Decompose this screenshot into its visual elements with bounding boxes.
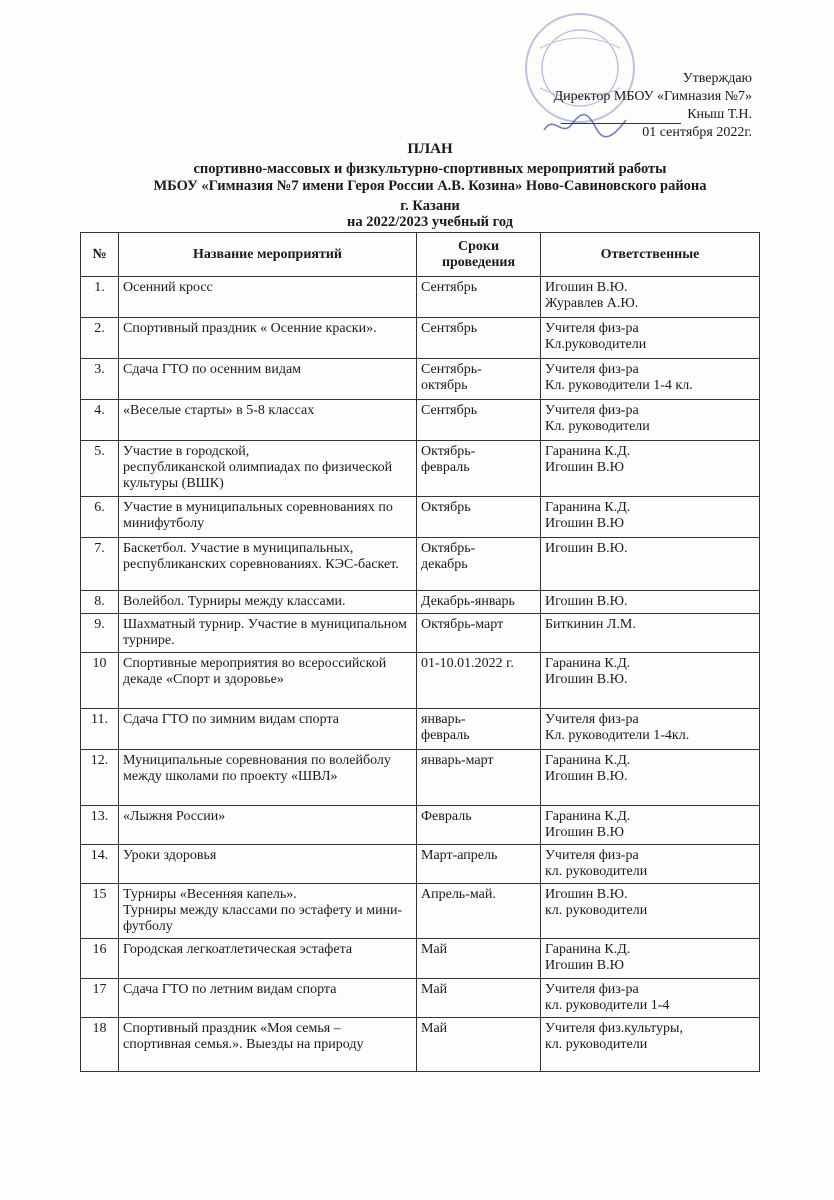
plan-subtitle-line-3: г. Казани: [400, 198, 460, 214]
row-event-name: Участие в муниципальных соревнованиях по минифутболу: [119, 497, 417, 538]
row-number: 16: [81, 939, 119, 979]
row-number: 14.: [81, 845, 119, 884]
director-name: Кныш Т.Н.: [687, 107, 752, 122]
row-dates: Октябрь: [417, 497, 541, 538]
director-line: Директор МБОУ «Гимназия №7»: [553, 89, 752, 104]
row-event-name: Сдача ГТО по осенним видам: [119, 359, 417, 400]
row-event-name: Осенний кросс: [119, 277, 417, 318]
row-dates: 01-10.01.2022 г.: [417, 653, 541, 709]
row-responsible: Учителя физ-ра Кл. руководители: [541, 400, 760, 441]
row-event-name: Уроки здоровья: [119, 845, 417, 884]
table-row: [81, 318, 760, 359]
row-responsible: Гаранина К.Д. Игошин В.Ю.: [541, 653, 760, 709]
row-dates: Октябрь-март: [417, 614, 541, 653]
row-responsible: Учителя физ.культуры, кл. руководители: [541, 1018, 760, 1072]
row-number: 1.: [81, 277, 119, 318]
approve-label: Утверждаю: [682, 71, 752, 86]
row-event-name: Спортивный праздник «Моя семья – спортивная семья.». Выезды на природу: [119, 1018, 417, 1072]
row-event-name: Сдача ГТО по летним видам спорта: [119, 979, 417, 1018]
row-responsible: Игошин В.Ю.: [541, 538, 760, 591]
row-event-name: Волейбол. Турниры между классами.: [119, 591, 417, 614]
row-number: 12.: [81, 750, 119, 806]
row-responsible: Гаранина К.Д. Игошин В.Ю: [541, 939, 760, 979]
row-responsible: Гаранина К.Д. Игошин В.Ю: [541, 441, 760, 497]
row-number: 10: [81, 653, 119, 709]
header-dates: Сроки проведения: [417, 233, 541, 277]
table-row: [81, 591, 760, 614]
plan-subtitle-line-2: МБОУ «Гимназия №7 имени Героя России А.В. Козина» Ново-Савиновского района: [153, 178, 707, 194]
row-event-name: «Лыжня России»: [119, 806, 417, 845]
row-event-name: Спортивный праздник « Осенние краски».: [119, 318, 417, 359]
row-event-name: Городская легкоатлетическая эстафета: [119, 939, 417, 979]
table-row: [81, 359, 760, 400]
row-responsible: Игошин В.Ю. Журавлев А.Ю.: [541, 277, 760, 318]
row-number: 9.: [81, 614, 119, 653]
row-responsible: Учителя физ-ра кл. руководители 1-4: [541, 979, 760, 1018]
row-event-name: Муниципальные соревнования по волейболу между школами по проекту «ШВЛ»: [119, 750, 417, 806]
row-event-name: Турниры «Весенняя капель». Турниры между классами по эстафету и мини-футболу: [119, 884, 417, 939]
approval-date: 01 сентября 2022г.: [642, 125, 752, 140]
row-dates: Май: [417, 939, 541, 979]
row-dates: Октябрь- февраль: [417, 441, 541, 497]
row-dates: Апрель-май.: [417, 884, 541, 939]
row-event-name: «Веселые старты» в 5-8 классах: [119, 400, 417, 441]
table-row: [81, 709, 760, 750]
row-responsible: Учителя физ-ра Кл. руководители 1-4кл.: [541, 709, 760, 750]
table-row: [81, 1018, 760, 1072]
row-dates: Октябрь- декабрь: [417, 538, 541, 591]
row-number: 8.: [81, 591, 119, 614]
row-dates: Февраль: [417, 806, 541, 845]
table-row: [81, 750, 760, 806]
signature: [540, 108, 630, 142]
events-table: [80, 232, 760, 1072]
table-row: [81, 845, 760, 884]
table-row: [81, 497, 760, 538]
table-row: [81, 939, 760, 979]
row-dates: Сентябрь- октябрь: [417, 359, 541, 400]
table-row: [81, 884, 760, 939]
plan-subtitle-line-4: на 2022/2023 учебный год: [346, 214, 514, 230]
row-responsible: Учителя физ-ра Кл. руководители 1-4 кл.: [541, 359, 760, 400]
header-number: №: [81, 233, 119, 277]
row-dates: Сентябрь: [417, 277, 541, 318]
row-responsible: Гаранина К.Д. Игошин В.Ю: [541, 806, 760, 845]
table-row: [81, 614, 760, 653]
row-dates: январь- февраль: [417, 709, 541, 750]
row-responsible: Учителя физ-ра Кл.руководители: [541, 318, 760, 359]
header-name: Название мероприятий: [119, 233, 417, 277]
row-number: 6.: [81, 497, 119, 538]
row-dates: Сентябрь: [417, 318, 541, 359]
row-responsible: Игошин В.Ю. кл. руководители: [541, 884, 760, 939]
row-dates: январь-март: [417, 750, 541, 806]
row-number: 4.: [81, 400, 119, 441]
row-dates: Май: [417, 1018, 541, 1072]
row-responsible: Гаранина К.Д. Игошин В.Ю: [541, 497, 760, 538]
row-number: 17: [81, 979, 119, 1018]
row-responsible: Гаранина К.Д. Игошин В.Ю.: [541, 750, 760, 806]
row-responsible: Биткинин Л.М.: [541, 614, 760, 653]
row-dates: Сентябрь: [417, 400, 541, 441]
row-number: 11.: [81, 709, 119, 750]
table-row: [81, 806, 760, 845]
table-row: [81, 653, 760, 709]
row-responsible: Игошин В.Ю.: [541, 591, 760, 614]
row-dates: Март-апрель: [417, 845, 541, 884]
table-row: [81, 441, 760, 497]
row-number: 7.: [81, 538, 119, 591]
header-responsible: Ответственные: [541, 233, 760, 277]
table-row: [81, 538, 760, 591]
row-number: 13.: [81, 806, 119, 845]
row-number: 3.: [81, 359, 119, 400]
table-header-row: [81, 233, 760, 277]
row-dates: Май: [417, 979, 541, 1018]
row-event-name: Сдача ГТО по зимним видам спорта: [119, 709, 417, 750]
table-row: [81, 400, 760, 441]
row-event-name: Участие в городской, республиканской олимпиадах по физической культуры (ВШК): [119, 441, 417, 497]
plan-subtitle-line-1: спортивно-массовых и физкультурно-спортивных мероприятий работы: [193, 161, 667, 177]
table-row: [81, 277, 760, 318]
row-event-name: Спортивные мероприятия во всероссийской декаде «Спорт и здоровье»: [119, 653, 417, 709]
row-event-name: Шахматный турнир. Участие в муниципальном турнире.: [119, 614, 417, 653]
table-row: [81, 979, 760, 1018]
row-dates: Декабрь-январь: [417, 591, 541, 614]
row-number: 15: [81, 884, 119, 939]
plan-title: ПЛАН: [407, 141, 453, 157]
row-event-name: Баскетбол. Участие в муниципальных, республиканских соревнованиях. КЭС-баскет.: [119, 538, 417, 591]
row-number: 2.: [81, 318, 119, 359]
row-number: 18: [81, 1018, 119, 1072]
row-responsible: Учителя физ-ра кл. руководители: [541, 845, 760, 884]
row-number: 5.: [81, 441, 119, 497]
